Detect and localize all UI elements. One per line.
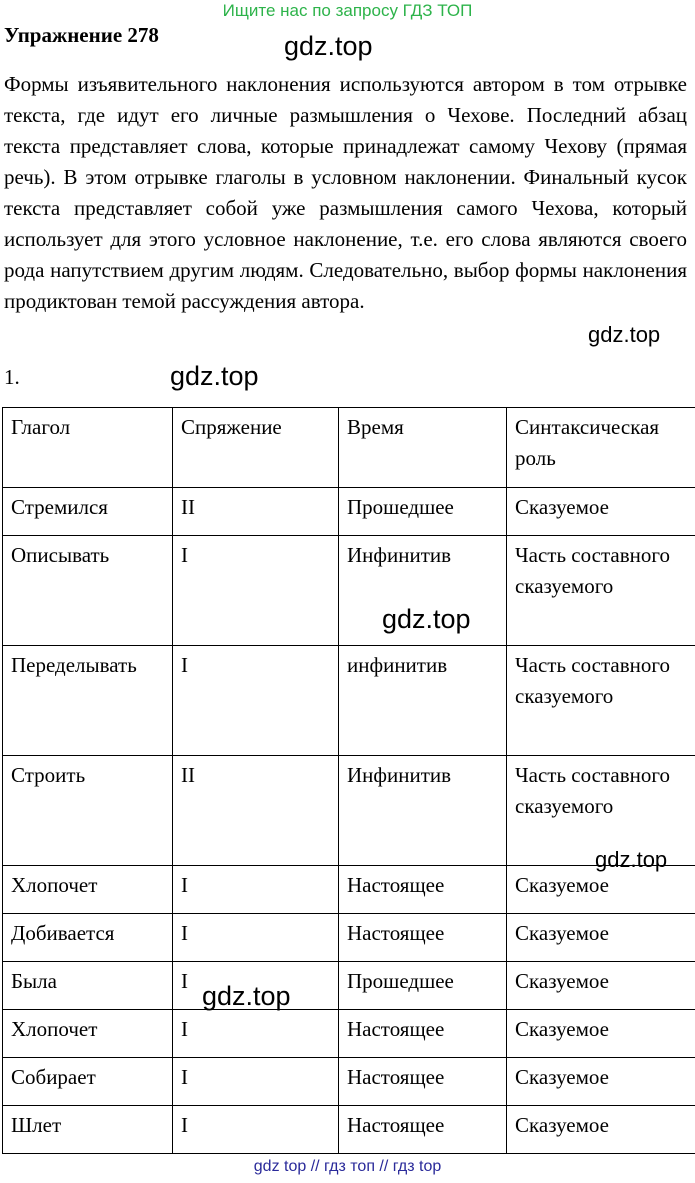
table-row	[3, 756, 695, 866]
exercise-title: Упражнение 278	[4, 23, 159, 47]
table-cell: Хлопочет	[3, 1010, 173, 1058]
table-cell: I	[173, 866, 339, 914]
table-row	[3, 1106, 695, 1154]
table-header-cell: Спряжение	[173, 408, 339, 488]
table-row	[3, 646, 695, 756]
table-cell: I	[173, 1058, 339, 1106]
table-cell: Переделывать	[3, 646, 173, 756]
table-cell: I	[173, 536, 339, 646]
table-cell: II	[173, 756, 339, 866]
watermark: gdz.top	[595, 847, 668, 872]
table-cell: Добивается	[3, 914, 173, 962]
table-header-cell: Синтаксическая роль	[507, 408, 695, 488]
table-cell: Строить	[3, 756, 173, 866]
footer-links: gdz top // гдз топ // гдз top	[253, 1158, 442, 1175]
table-cell: Настоящее	[339, 1106, 507, 1154]
table-cell: Шлет	[3, 1106, 173, 1154]
search-banner: Ищите нас по запросу ГДЗ ТОП	[222, 1, 473, 20]
table-cell: Хлопочет	[3, 866, 173, 914]
table-cell: Настоящее	[339, 1058, 507, 1106]
table-cell: Была	[3, 962, 173, 1010]
table-cell: Сказуемое	[507, 1058, 695, 1106]
table-cell: Сказуемое	[507, 962, 695, 1010]
list-number: 1.	[4, 365, 20, 389]
table-cell: Стремился	[3, 488, 173, 536]
table-header-cell: Глагол	[3, 408, 173, 488]
table-cell: I	[173, 646, 339, 756]
table-cell: Сказуемое	[507, 866, 695, 914]
table-cell: Сказуемое	[507, 914, 695, 962]
table-cell: Сказуемое	[507, 1106, 695, 1154]
table-row	[3, 488, 695, 536]
table-row	[3, 1058, 695, 1106]
table-cell: инфинитив	[339, 646, 507, 756]
table-cell: I	[173, 1010, 339, 1058]
table-cell: Настоящее	[339, 914, 507, 962]
watermark: gdz.top	[170, 361, 259, 391]
table-header-cell: Время	[339, 408, 507, 488]
table-header-row	[3, 408, 695, 488]
table-cell: Сказуемое	[507, 488, 695, 536]
table-cell: Прошедшее	[339, 962, 507, 1010]
table-row	[3, 914, 695, 962]
table-cell: Собирает	[3, 1058, 173, 1106]
table-row	[3, 536, 695, 646]
table-row	[3, 962, 695, 1010]
verb-table	[2, 407, 695, 1154]
table-cell: Часть составного сказуемого	[507, 756, 695, 866]
watermark: gdz.top	[284, 31, 373, 61]
table-cell: Часть составного сказуемого	[507, 536, 695, 646]
table-cell: Настоящее	[339, 866, 507, 914]
table-row	[3, 866, 695, 914]
table-cell: Инфинитив	[339, 756, 507, 866]
table-cell: Инфинитив	[339, 536, 507, 646]
answer-paragraph: Формы изъявительного наклонения используются автором в том отрывке текста, где идут его личные размышления о Чехове. Последний абзац текста представляет слова, которые принадлежат самому Чехову (прямая речь). В этом отрывке глаголы в условном наклонении. Финальный кусок текста представляет собой уже размышления самого Чехова, который использует для этого условное наклонение, т.е. его слова являются своего рода напутствием другим людям. Следовательно, выбор формы наклонения продиктован темой рассуждения автора.	[4, 72, 687, 313]
table-cell: Описывать	[3, 536, 173, 646]
table-cell: Часть составного сказуемого	[507, 646, 695, 756]
watermark: gdz.top	[202, 981, 291, 1011]
table-cell: Сказуемое	[507, 1010, 695, 1058]
table-cell: I	[173, 914, 339, 962]
table-cell: II	[173, 488, 339, 536]
watermark: gdz.top	[588, 322, 661, 347]
table-row	[3, 1010, 695, 1058]
table-cell: I	[173, 962, 339, 1010]
table-cell: I	[173, 1106, 339, 1154]
watermark: gdz.top	[382, 604, 471, 634]
table-cell: Прошедшее	[339, 488, 507, 536]
table-cell: Настоящее	[339, 1010, 507, 1058]
